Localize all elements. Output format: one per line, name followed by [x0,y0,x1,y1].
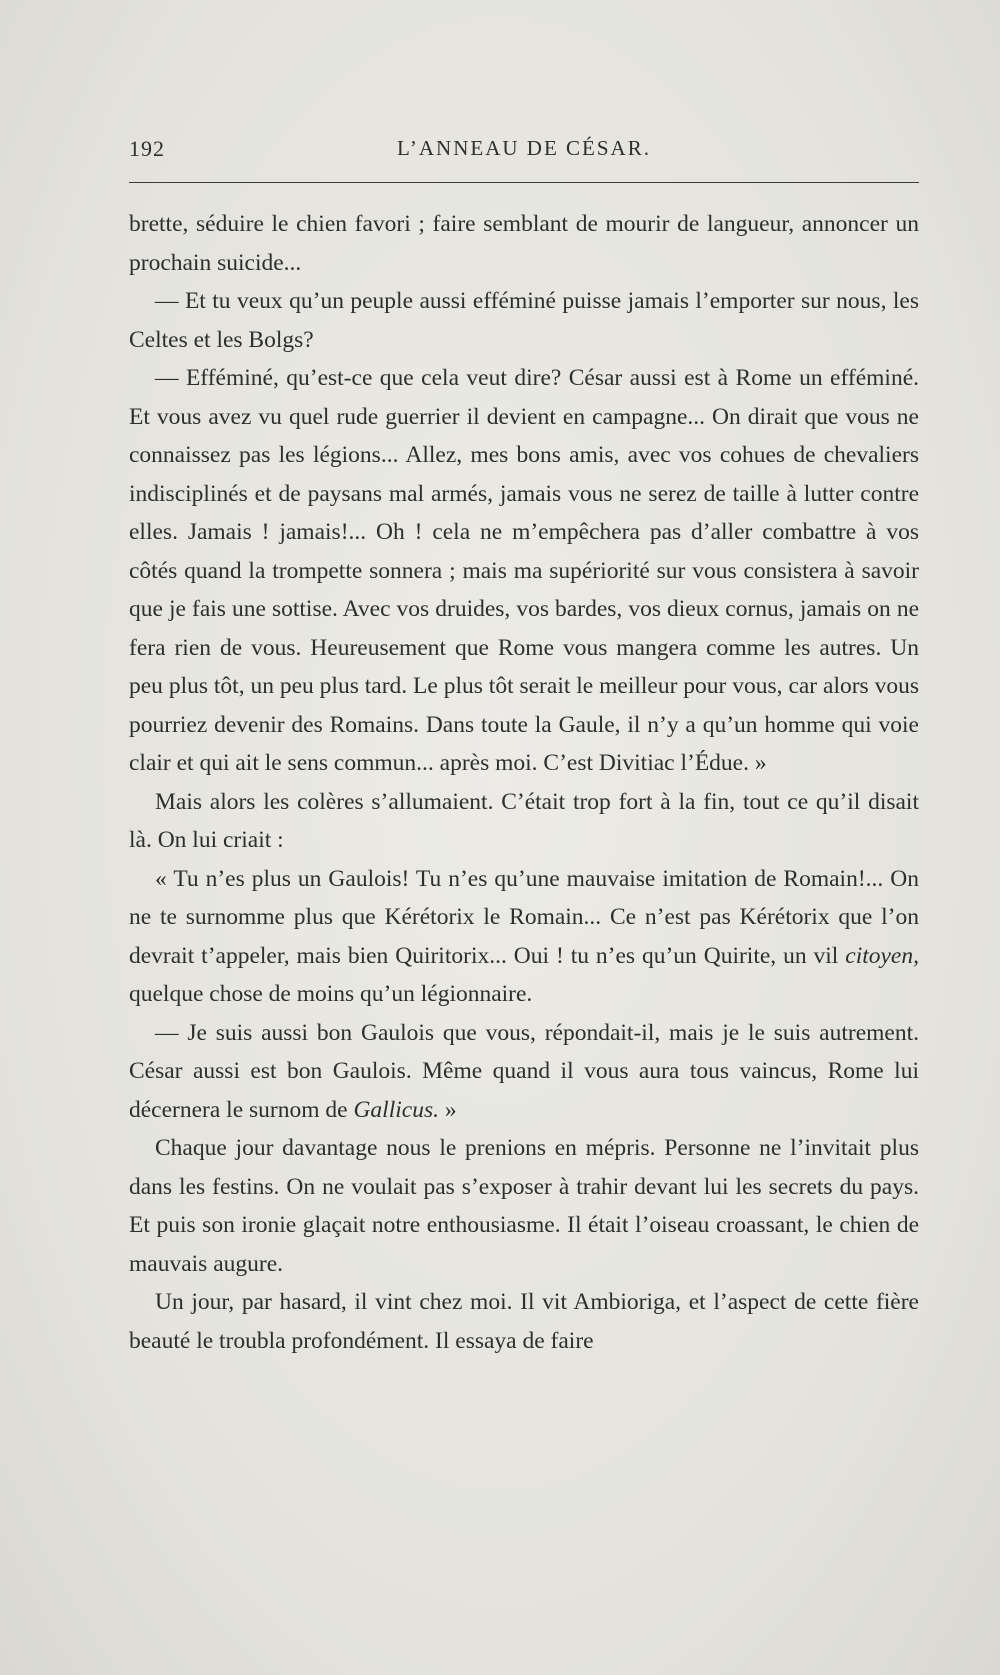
paragraph: Mais alors les colères s’allumaient. C’était trop fort à la fin, tout ce qu’il disait là. On lui criait : [129,788,919,853]
text-run: « Tu n’es plus un Gaulois! Tu n’es qu’une mauvaise imitation de Romain!... On ne te surnomme plus que Kérétorix le Romain... Ce n’est pas Kérétorix que l’on devrait t’appeler, mais bien Quiritorix... Oui ! tu n’es qu’un Quirite, un vil [129,865,919,969]
paragraph: brette, séduire le chien favori ; faire semblant de mourir de langueur, annoncer un prochain suicide... [129,211,919,276]
paragraph: — Et tu veux qu’un peuple aussi efféminé puisse jamais l’emporter sur nous, les Celtes et les Bolgs? [129,288,919,353]
paragraph [129,1014,919,1130]
text-run: » [438,1096,457,1123]
running-title: L’ANNEAU DE CÉSAR. [397,136,651,160]
text-run: — Je suis aussi bon Gaulois que vous, répondait-il, mais je le suis autrement. César aussi est bon Gaulois. Même quand il vous aura tous vaincus, Rome lui décernera le surnom de [129,1019,919,1123]
page-number: 192 [129,136,165,161]
header-rule [129,182,919,183]
page-header [129,136,919,170]
paragraph: Chaque jour davantage nous le prenions en mépris. Personne ne l’invitait plus dans les festins. On ne voulait pas s’exposer à trahir devant lui les secrets du pays. Et puis son ironie glaçait notre enthousiasme. Il était l’oiseau croassant, le chien de mauvais augure. [129,1135,919,1277]
text-run: quelque chose de moins qu’un légionnaire. [129,981,533,1007]
italic-word: citoyen, [845,942,919,969]
body-text [129,205,919,1360]
paragraph: Un jour, par hasard, il vint chez moi. Il vit Ambioriga, et l’aspect de cette fière beauté le troubla profondément. Il essaya de faire [129,1289,919,1354]
paragraph [129,860,919,1014]
paragraph: — Efféminé, qu’est-ce que cela veut dire? César aussi est à Rome un efféminé. Et vous avez vu quel rude guerrier il devient en campagne... On dirait que vous ne connaissez pas les légions... Allez, mes bons amis, avec vos cohues de chevaliers indisciplinés et de paysans mal armés, jamais vous ne serez de taille à lutter contre elles. Jamais ! jamais!... Oh ! cela ne m’empêchera pas d’aller combattre à vos côtés quand la trompette sonnera ; mais ma supériorité sur vous consistera à savoir que je fais une sottise. Avec vos druides, vos bardes, vos dieux cornus, jamais on ne fera rien de vous. Heureusement que Rome vous mangera comme les autres. Un peu plus tôt, un peu plus tard. Le plus tôt serait le meilleur pour vous, car alors vous pourriez devenir des Romains. Dans toute la Gaule, il n’y a qu’un homme qui voie clair et qui ait le sens commun... après moi. C’est Divitiac l’Édue. » [129,365,919,776]
italic-word: Gallicus. [353,1096,439,1123]
